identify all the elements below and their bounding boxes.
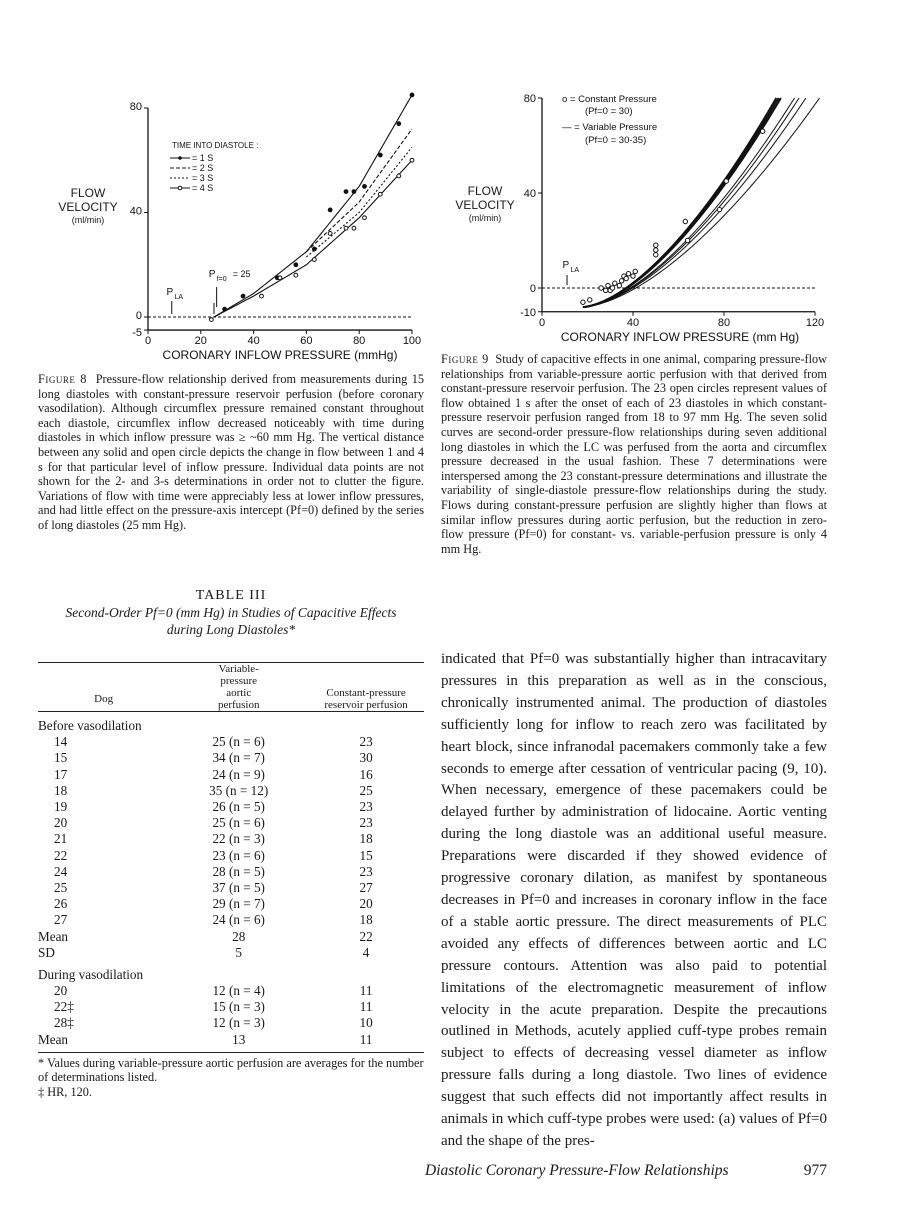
pla-subscript: LA bbox=[174, 294, 184, 301]
data-point bbox=[209, 318, 213, 322]
constant-pressure-point bbox=[588, 298, 592, 302]
table-row bbox=[38, 831, 424, 847]
x-axis-label: CORONARY INFLOW PRESSURE (mmHg) bbox=[162, 348, 398, 363]
data-point bbox=[352, 190, 356, 194]
table-row bbox=[38, 767, 424, 783]
table-row bbox=[38, 815, 424, 831]
constant-pressure-point bbox=[654, 248, 658, 252]
table-cell: 28 (n = 5) bbox=[212, 863, 265, 879]
legend-label: = 1 S bbox=[192, 153, 214, 163]
figure-9-chart bbox=[520, 93, 824, 344]
constant-pressure-point bbox=[617, 283, 621, 287]
figure-9-caption bbox=[441, 352, 827, 556]
body-text: indicated that Pf=0 was substantially higher than intracavitary pressures in this preparation as well as in the conscious, chronically instrumented animal. The production of diastoles sufficiently long for inflow to reach zero was facilitated by heart block, since infranodal pacemakers commonly take a few seconds to emerge after cessation of ventricular pacing (9, 10). When necessary, emergence of these pacemakers could be delayed further by administration of lidocaine. Aortic venting during the long diastole was an additional useful measure. Preparations were discarded if they showed evidence of progressive coronary dilation, as manifest by spontaneous decreases in Pf=0 and increases in coronary inflow in the face of a stable aortic pressure. The direct measurements of PLC avoided any effects of differences between aortic and LC pressure contours. Attention was also paid to potential limitations of the electromagnetic measurement of inflow velocity in the acute preparation. Despite the precautions outlined in Methods, acutely applied cuff-type probes remain subject to effects of decreasing vessel diameter as inflow pressure falls during a long diastole. Two lines of evidence suggest that such effects did not importantly affect results in animals in which cuff-type probes were used: (a) values of Pf=0 and the shape of the pres- bbox=[441, 651, 827, 1149]
y-tick-label: 80 bbox=[523, 93, 536, 105]
group-label: Before vasodilation bbox=[38, 712, 424, 735]
table-cell: 18 bbox=[359, 831, 373, 847]
col-header: Dog bbox=[94, 693, 114, 705]
table-cell: 15 bbox=[54, 750, 68, 766]
table-cell: 28 bbox=[232, 928, 246, 944]
table-cell: 22 (n = 3) bbox=[212, 831, 265, 847]
data-point bbox=[363, 216, 367, 220]
y-tick-label: 40 bbox=[129, 205, 142, 218]
constant-pressure-point bbox=[760, 129, 764, 133]
x-tick-label: 20 bbox=[194, 335, 207, 348]
x-tick-label: 80 bbox=[717, 316, 731, 329]
table-cell: 12 (n = 3) bbox=[212, 1015, 265, 1031]
table-row bbox=[38, 799, 424, 815]
figure-8-caption bbox=[38, 372, 424, 533]
y-axis-unit: (ml/min) bbox=[468, 213, 502, 223]
constant-pressure-point bbox=[631, 274, 635, 278]
table-cell: 26 (n = 5) bbox=[212, 799, 265, 815]
group-row bbox=[38, 961, 424, 983]
data-point bbox=[352, 226, 356, 230]
table-cell: 20 bbox=[54, 983, 68, 999]
data-point bbox=[328, 232, 332, 236]
table-cell: 16 bbox=[359, 766, 373, 782]
table-row bbox=[38, 848, 424, 864]
pf-label: P bbox=[208, 269, 216, 280]
table-cell: 19 bbox=[54, 799, 68, 815]
table-cell: 23 (n = 6) bbox=[212, 847, 265, 863]
table-cell: 22 bbox=[54, 847, 68, 863]
x-tick-label: 40 bbox=[626, 316, 640, 329]
x-tick-label: 120 bbox=[805, 316, 825, 329]
constant-pressure-point bbox=[599, 286, 603, 290]
y-axis-label: FLOW VELOCITY bbox=[58, 186, 118, 214]
table-cell: 4 bbox=[362, 944, 370, 960]
figure-9-label: Figure 9 bbox=[441, 352, 489, 366]
table-row bbox=[38, 783, 424, 799]
x-axis-label: CORONARY INFLOW PRESSURE (mm Hg) bbox=[560, 329, 800, 344]
figures-svg bbox=[0, 0, 898, 370]
data-point bbox=[278, 276, 282, 280]
y-tick-label: 0 bbox=[135, 310, 142, 322]
legend-label: = 3 S bbox=[192, 173, 214, 183]
table-cell: 13 bbox=[232, 1031, 246, 1047]
table-cell: 28‡ bbox=[54, 1015, 74, 1031]
table-cell: 37 (n = 5) bbox=[212, 879, 265, 895]
x-tick-label: 0 bbox=[538, 316, 546, 329]
table-footnotes bbox=[38, 1052, 424, 1100]
table-row bbox=[38, 1015, 424, 1031]
legend-title: TIME INTO DIASTOLE : bbox=[172, 141, 259, 150]
figure-8-chart bbox=[130, 93, 421, 362]
constant-pressure-point bbox=[606, 283, 610, 287]
data-point bbox=[344, 190, 348, 194]
series-curve-2s bbox=[306, 129, 412, 252]
pla-label: P bbox=[562, 260, 570, 271]
table-cell: 11 bbox=[359, 983, 373, 999]
table-header-row bbox=[38, 663, 424, 712]
table-cell: 20 bbox=[359, 896, 373, 912]
pf-subscript: f=0 bbox=[216, 276, 227, 283]
group-row bbox=[38, 712, 424, 735]
legend-entry: (Pf=0 = 30) bbox=[585, 106, 633, 117]
table-row bbox=[38, 864, 424, 880]
table-row bbox=[38, 750, 424, 766]
table-cell: 14 bbox=[54, 734, 68, 750]
table-row bbox=[38, 896, 424, 912]
table-cell: 27 bbox=[54, 912, 68, 928]
figure-9-caption-text: Study of capacitive effects in one animal, comparing pressure-flow relationships from variable-pressure aortic perfusion with that derived from constant-pressure reservoir perfusion. The 23 open circles represent values of flow obtained 1 s after the onset of each of 23 diastoles in which constant-pressure reservoir perfusion ranged from 18 to 97 mm Hg. The seven solid curves are second-order pressure-flow relationships during seven additional long diastoles in which the LC was perfused from the aorta and circumflex pressure decreased in the usual fashion. These 7 determinations were interspersed among the 23 constant-pressure determinations and illustrate the variability of single-diastole pressure-flow relationships during the study. Flows during constant-pressure perfusion are slightly higher than flows at similar inflow pressures during aortic perfusion, but the reduction in zero-flow pressure (Pf=0) for constant- vs. variable-perfusion pressure is only 4 mm Hg. bbox=[441, 352, 828, 556]
constant-pressure-point bbox=[685, 238, 689, 242]
table-cell: Mean bbox=[38, 928, 69, 944]
table-cell: 12 (n = 4) bbox=[212, 983, 265, 999]
data-point bbox=[294, 273, 298, 277]
legend-entry: o = Constant Pressure bbox=[562, 94, 657, 105]
table-cell: Mean bbox=[38, 1031, 69, 1047]
legend-marker bbox=[178, 186, 182, 190]
x-tick-label: 60 bbox=[300, 335, 313, 348]
table-cell: 11 bbox=[359, 1031, 373, 1047]
y-axis-label: FLOW VELOCITY bbox=[455, 184, 515, 212]
table-cell: 25 bbox=[54, 879, 68, 895]
table-cell: 24 (n = 9) bbox=[212, 766, 265, 782]
figure-8-y-axis-label bbox=[57, 186, 119, 226]
table-row bbox=[38, 1032, 424, 1048]
figure-8-label: Figure 8 bbox=[38, 372, 87, 386]
data-point bbox=[410, 93, 414, 97]
data-point bbox=[378, 192, 382, 196]
table-cell: 25 bbox=[359, 782, 373, 798]
data-point bbox=[294, 263, 298, 267]
page-number: 977 bbox=[803, 1162, 827, 1179]
constant-pressure-point bbox=[624, 276, 628, 280]
legend-label: = 2 S bbox=[192, 163, 214, 173]
group-label: During vasodilation bbox=[38, 966, 144, 982]
table-cell: 29 (n = 7) bbox=[212, 896, 265, 912]
table-cell: 22 bbox=[359, 928, 373, 944]
constant-pressure-point bbox=[604, 288, 608, 292]
x-tick-label: 0 bbox=[144, 335, 152, 348]
table-cell: 25 (n = 6) bbox=[212, 815, 265, 831]
table-cell: 10 bbox=[359, 1015, 373, 1031]
constant-pressure-point bbox=[654, 243, 658, 247]
constant-pressure-point bbox=[613, 281, 617, 285]
table-cell: 35 (n = 12) bbox=[209, 782, 269, 798]
figure-8-caption-text: Pressure-flow relationship derived from measurements during 15 long diastoles with constant-pressure reservoir perfusion (before coronary vasodilation). Although circumflex pressure remained constant throughout each diastole, circumflex inflow decreased noticeably with time during diastoles in which inflow pressure was ≥ ~60 mm Hg. The vertical distance between any solid and open circle depicts the change in flow between 1 and 4 s for that particular level of inflow pressure. Individual data points are not shown for the 2- and 3-s determinations in order not to clutter the figure. Variations of flow with time were appreciably less at lower inflow pressures, and had little effect on the pressure-axis intercept (Pf=0) defined by the series of long diastoles (25 mm Hg). bbox=[38, 372, 424, 532]
constant-pressure-point bbox=[619, 279, 623, 283]
table-row bbox=[38, 945, 424, 961]
footnote: ‡ HR, 120. bbox=[38, 1084, 92, 1099]
table-cell: 23 bbox=[359, 734, 373, 750]
table-cell: 26 bbox=[54, 896, 68, 912]
x-tick-label: 100 bbox=[402, 335, 422, 348]
y-axis-unit: (ml/min) bbox=[71, 215, 105, 225]
table-row bbox=[38, 734, 424, 750]
table-cell: SD bbox=[38, 944, 55, 960]
data-point bbox=[397, 122, 401, 126]
table-cell: 30 bbox=[359, 750, 373, 766]
legend-entry: — = Variable Pressure bbox=[562, 122, 658, 133]
data-point bbox=[410, 158, 414, 162]
table-cell: 23 bbox=[359, 863, 373, 879]
table-cell: 24 bbox=[54, 863, 68, 879]
constant-pressure-point bbox=[610, 286, 614, 290]
table-cell: 23 bbox=[359, 815, 373, 831]
pla-label: P bbox=[166, 287, 174, 298]
table-cell: 5 bbox=[235, 944, 242, 960]
table-row bbox=[38, 880, 424, 896]
table-cell: 20 bbox=[54, 815, 68, 831]
constant-pressure-point bbox=[724, 179, 728, 183]
table-row bbox=[38, 912, 424, 928]
legend-label: = 4 S bbox=[192, 183, 214, 193]
table-cell: 27 bbox=[359, 879, 373, 895]
page-footer bbox=[425, 1162, 827, 1180]
table-3-label: TABLE III bbox=[195, 588, 267, 603]
x-tick-label: 40 bbox=[247, 335, 260, 348]
table-cell: 18 bbox=[359, 912, 373, 928]
table-cell: 18 bbox=[54, 782, 68, 798]
table-cell: 25 (n = 6) bbox=[212, 734, 265, 750]
legend-entry: (Pf=0 = 30-35) bbox=[585, 135, 647, 146]
col-header: Variable-pressure aortic perfusion bbox=[217, 663, 260, 711]
table-cell: 11 bbox=[359, 999, 373, 1015]
col-header: Constant-pressure reservoir perfusion bbox=[324, 687, 408, 711]
data-point bbox=[328, 208, 332, 212]
table-cell: 15 bbox=[359, 847, 373, 863]
y-tick-label: -10 bbox=[520, 306, 536, 319]
data-point bbox=[312, 258, 316, 262]
data-point bbox=[378, 153, 382, 157]
footnote: * Values during variable-pressure aortic perfusion are averages for the number of determinations listed. bbox=[38, 1055, 424, 1085]
constant-pressure-point bbox=[626, 272, 630, 276]
pf-value: = 25 bbox=[232, 269, 251, 279]
table-3 bbox=[38, 662, 424, 1099]
pf-arrow bbox=[214, 287, 217, 314]
figure-9-y-axis-label bbox=[454, 184, 516, 224]
y-tick-label: -5 bbox=[132, 327, 142, 340]
constant-pressure-point bbox=[683, 219, 687, 223]
constant-pressure-point bbox=[654, 253, 658, 257]
table-cell: 34 (n = 7) bbox=[212, 750, 265, 766]
table-3-title: Second-Order Pf=0 (mm Hg) in Studies of Capacitive Effects during Long Diastoles* bbox=[65, 605, 397, 637]
table-cell: 15 (n = 3) bbox=[212, 999, 265, 1015]
pla-subscript: LA bbox=[570, 267, 580, 274]
table-row bbox=[38, 983, 424, 999]
table-cell: 17 bbox=[54, 766, 68, 782]
constant-pressure-point bbox=[633, 269, 637, 273]
table-cell: 21 bbox=[54, 831, 68, 847]
running-title: Diastolic Coronary Pressure-Flow Relationships bbox=[425, 1162, 729, 1179]
data-point bbox=[344, 226, 348, 230]
data-point bbox=[363, 184, 367, 188]
series-curve-1s bbox=[214, 95, 412, 317]
y-tick-label: 40 bbox=[523, 188, 536, 200]
table-3-heading bbox=[38, 588, 424, 638]
table-row bbox=[38, 999, 424, 1015]
y-tick-label: 0 bbox=[529, 283, 536, 295]
constant-pressure-point bbox=[717, 207, 721, 211]
table-cell: 22‡ bbox=[54, 999, 74, 1015]
constant-pressure-point bbox=[581, 300, 585, 304]
x-tick-label: 80 bbox=[353, 335, 366, 348]
table-row bbox=[38, 928, 424, 944]
table-cell: 24 (n = 6) bbox=[212, 912, 265, 928]
legend-marker bbox=[178, 156, 182, 160]
data-point bbox=[397, 174, 401, 178]
data-point bbox=[260, 294, 264, 298]
table-cell: 23 bbox=[359, 799, 373, 815]
y-tick-label: 80 bbox=[129, 101, 142, 113]
data-point bbox=[241, 294, 245, 298]
